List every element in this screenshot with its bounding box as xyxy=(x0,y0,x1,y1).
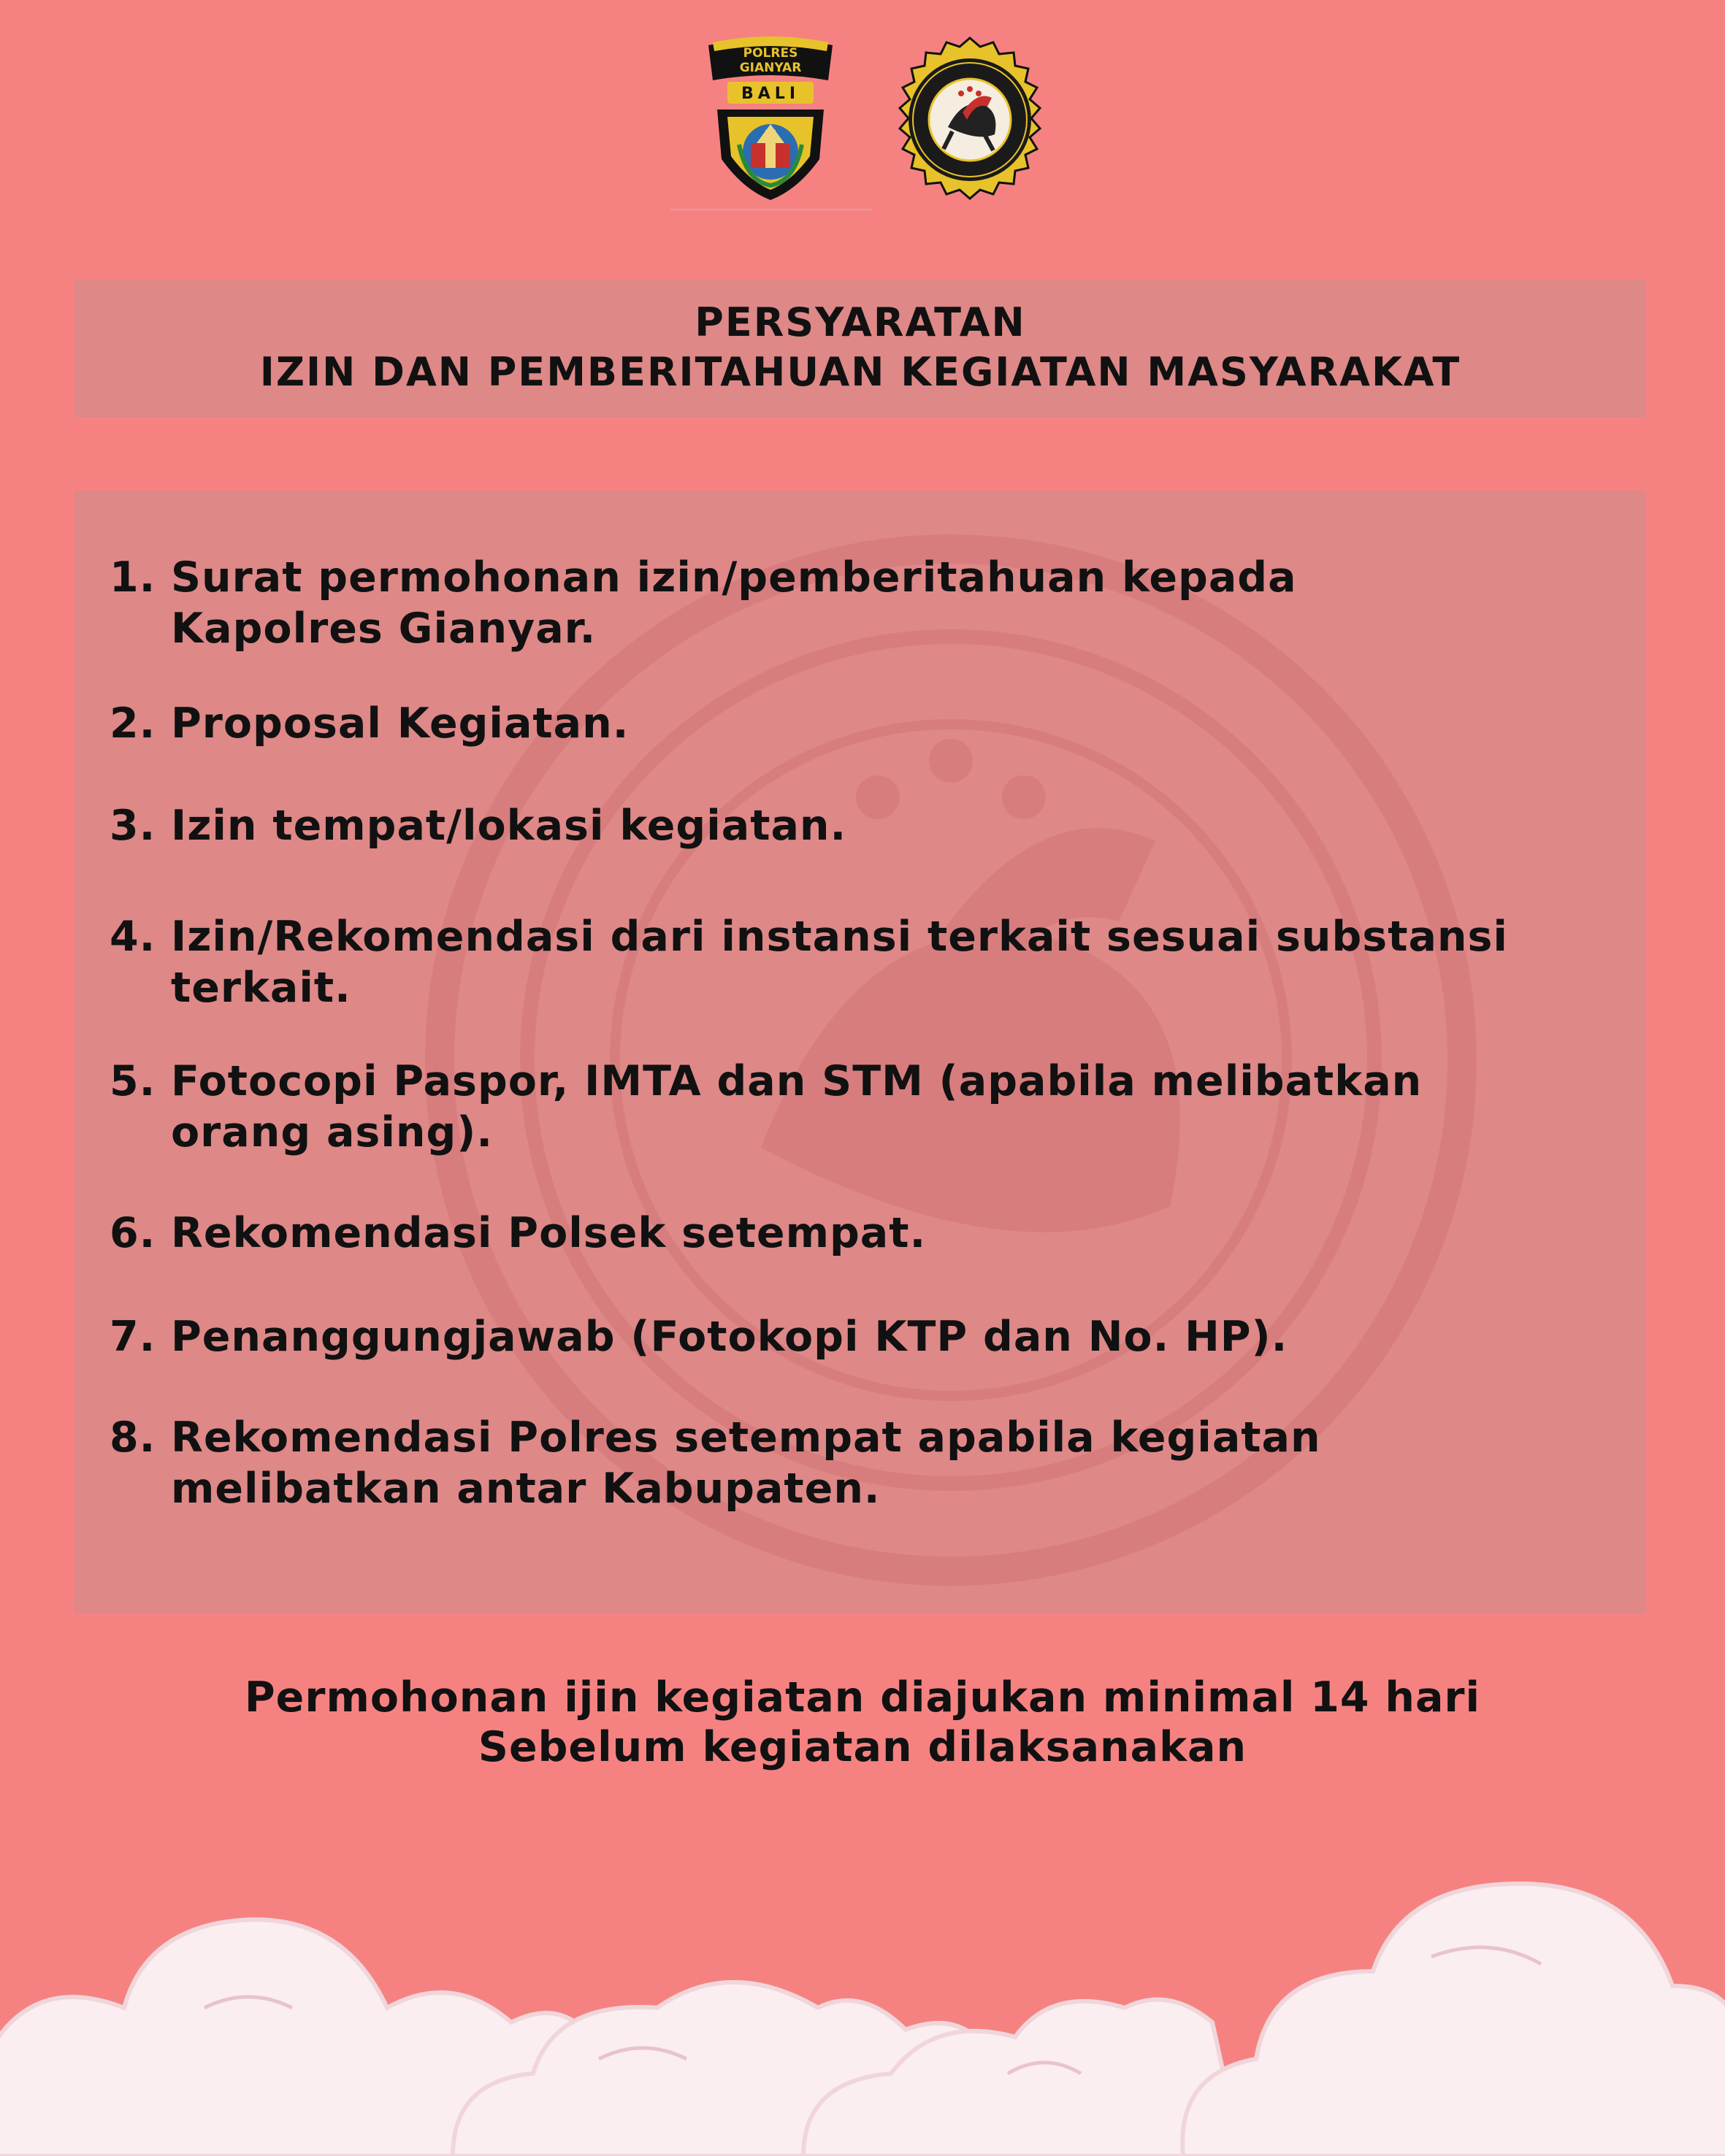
clouds-decoration xyxy=(0,1840,1725,2156)
page-title-line-2: IZIN DAN PEMBERITAHUAN KEGIATAN MASYARAKAT xyxy=(259,349,1461,395)
police-badge-icon xyxy=(703,35,838,204)
requirements-panel xyxy=(74,491,1646,1614)
requirement-number: 4. xyxy=(110,913,156,961)
requirement-number: 8. xyxy=(110,1413,156,1462)
requirement-text: Fotocopi Paspor, IMTA dan STM (apabila melibatkan xyxy=(171,1057,1423,1105)
footer-note-line-2: Sebelum kegiatan dilaksanakan xyxy=(478,1723,1247,1771)
requirement-text: Izin/Rekomendasi dari instansi terkait sesuai substansi xyxy=(171,913,1508,961)
header-logos xyxy=(0,35,1725,210)
footer-note-line-1: Permohonan ijin kegiatan diajukan minimal 14 hari xyxy=(244,1673,1481,1722)
requirement-number: 2. xyxy=(110,699,156,748)
header-divider xyxy=(670,209,872,210)
requirement-text: Kapolres Gianyar. xyxy=(171,605,597,653)
requirement-text: melibatkan antar Kabupaten. xyxy=(171,1465,881,1513)
requirement-text: Rekomendasi Polsek setempat. xyxy=(171,1209,927,1257)
title-panel xyxy=(74,279,1646,418)
requirement-number: 3. xyxy=(110,802,156,850)
badge-text-polres: POLRES xyxy=(743,46,798,61)
requirement-text: Proposal Kegiatan. xyxy=(171,699,630,748)
requirement-text: terkait. xyxy=(171,964,351,1012)
badge-text-bali: BALI xyxy=(741,85,800,103)
inderawaspada-seal-icon xyxy=(873,35,1066,204)
requirement-number: 7. xyxy=(110,1313,156,1361)
requirement-text: Izin tempat/lokasi kegiatan. xyxy=(171,802,847,850)
requirement-number: 5. xyxy=(110,1057,156,1105)
requirement-text: Rekomendasi Polres setempat apabila kegiatan xyxy=(171,1413,1321,1462)
requirement-text: orang asing). xyxy=(171,1108,493,1156)
requirement-text: Penanggungjawab (Fotokopi KTP dan No. HP). xyxy=(171,1313,1288,1361)
requirement-text: Surat permohonan izin/pemberitahuan kepada xyxy=(171,553,1297,602)
requirement-number: 6. xyxy=(110,1209,156,1257)
badge-text-gianyar: GIANYAR xyxy=(739,61,802,75)
page-title-line-1: PERSYARATAN xyxy=(695,299,1026,345)
requirement-number: 1. xyxy=(110,553,156,602)
